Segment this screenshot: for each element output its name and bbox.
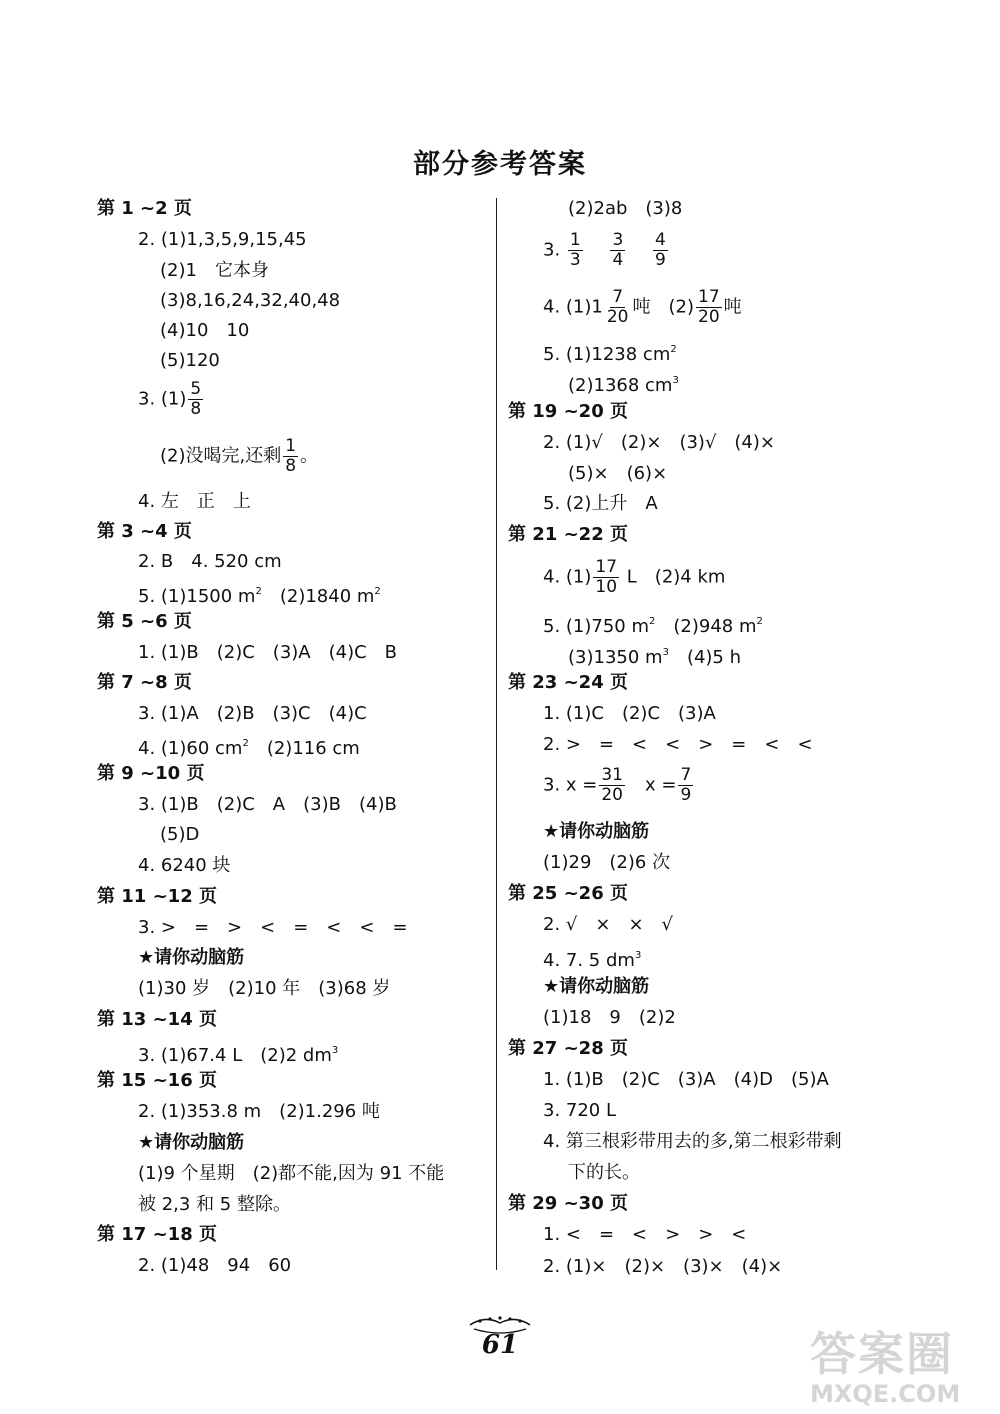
fraction	[610, 231, 625, 270]
section-heading: 第 29 ~30 页	[508, 1193, 628, 1214]
section-heading: 第 25 ~26 页	[508, 883, 628, 904]
answer-text: 5. (1)1500 m	[138, 586, 256, 607]
answer-line: 4. 左 正 上	[138, 491, 251, 512]
section-heading: 第 1 ~2 页	[97, 198, 192, 219]
fraction-numerator: 3	[612, 230, 624, 250]
fraction-numerator: 17	[595, 557, 618, 577]
section-heading: 第 19 ~20 页	[508, 401, 628, 422]
answer-text: 吨	[723, 296, 742, 318]
answer-line: 2. (1)353.8 m (2)1.296 吨	[138, 1101, 380, 1122]
section-heading: 第 21 ~22 页	[508, 524, 628, 545]
answer-line	[138, 733, 360, 760]
superscript: 3	[672, 375, 679, 386]
fraction-numerator: 17	[698, 287, 720, 307]
section-heading: 第 23 ~24 页	[508, 672, 628, 693]
answer-line: 4. 6240 块	[138, 855, 231, 876]
watermark-url: MXQE.COM	[810, 1380, 961, 1408]
answer-line	[138, 581, 381, 608]
fraction-numerator: 1	[569, 230, 581, 250]
section-heading: 第 3 ~4 页	[97, 521, 192, 542]
answer-line: (1)29 (2)6 次	[543, 852, 671, 873]
answer-line: 1. (1)B (2)C (3)A (4)C B	[138, 642, 398, 663]
fraction-numerator: 1	[285, 436, 297, 456]
fraction-numerator: 5	[190, 379, 202, 399]
fraction-denominator: 9	[655, 250, 666, 270]
superscript: 2	[649, 616, 656, 627]
answer-line: 4. 第三根彩带用去的多,第二根彩带剩	[543, 1131, 842, 1152]
answer-line: 2. (1)1,3,5,9,15,45	[138, 229, 307, 250]
answer-line: 2. > = < < > = < <	[543, 734, 813, 755]
fraction-denominator: 20	[601, 785, 623, 805]
answer-line	[543, 766, 695, 805]
answer-line: 被 2,3 和 5 整除。	[138, 1194, 291, 1215]
answer-line: (5)D	[160, 824, 200, 845]
answer-line: (1)30 岁 (2)10 年 (3)68 岁	[138, 978, 391, 999]
section-heading: 第 9 ~10 页	[97, 763, 205, 784]
section-heading: 第 5 ~6 页	[97, 611, 192, 632]
fraction-numerator: 31	[601, 765, 623, 785]
page-title: 部分参考答案	[413, 149, 587, 180]
answer-line	[138, 1040, 338, 1067]
fraction-denominator: 9	[680, 785, 692, 805]
answer-line: 3. (1)A (2)B (3)C (4)C	[138, 703, 367, 724]
answer-line	[160, 437, 318, 476]
fraction	[593, 558, 619, 597]
puzzle-heading: ★请你动脑筋	[138, 1132, 245, 1153]
fraction-numerator: 4	[655, 230, 666, 250]
answer-text: 4. (1)60 cm	[138, 738, 243, 759]
answer-line: 1. < = < > > <	[543, 1224, 747, 1245]
fraction-denominator: 20	[698, 307, 720, 327]
section-heading: 第 27 ~28 页	[508, 1038, 628, 1059]
answer-text: 吨 (2)	[632, 296, 694, 318]
fraction-denominator: 3	[569, 250, 581, 270]
superscript: 3	[331, 1045, 339, 1056]
answer-line: (5)120	[160, 350, 220, 371]
answer-line: 2. B 4. 520 cm	[138, 551, 282, 572]
answer-line	[138, 380, 205, 419]
column-divider	[496, 198, 497, 1270]
answer-line	[543, 231, 670, 270]
puzzle-heading: ★请你动脑筋	[138, 947, 245, 968]
superscript: 2	[374, 586, 381, 597]
fraction-denominator: 10	[595, 577, 618, 597]
fraction	[283, 437, 298, 476]
answer-line	[543, 611, 763, 638]
answer-line: 下的长。	[568, 1162, 640, 1183]
answer-text: (3)1350 m	[568, 647, 663, 668]
answer-line	[543, 339, 677, 366]
answer-text: 3. (1)	[138, 388, 187, 410]
section-heading: 第 11 ~12 页	[97, 886, 217, 907]
fraction	[599, 766, 625, 805]
answer-line: 2. (1)× (2)× (3)× (4)×	[543, 1256, 783, 1277]
answer-line: (2)1 它本身	[160, 260, 269, 281]
answer-line: (5)× (6)×	[568, 463, 668, 484]
fraction	[568, 231, 583, 270]
answer-line: 3. > = > < = < < =	[138, 917, 408, 938]
answer-line	[543, 288, 742, 327]
fraction	[653, 231, 668, 270]
answer-text: 5. (1)750 m	[543, 616, 650, 637]
answer-text: 。	[300, 445, 319, 467]
answer-text: x =	[645, 774, 677, 796]
superscript: 2	[242, 738, 249, 749]
answer-line: (1)18 9 (2)2	[543, 1007, 676, 1028]
answer-line: (3)8,16,24,32,40,48	[160, 290, 341, 311]
answer-line	[543, 945, 641, 972]
answer-line	[568, 642, 741, 669]
superscript: 3	[662, 647, 669, 658]
watermark	[810, 1318, 996, 1410]
fraction-denominator: 8	[190, 399, 202, 419]
answer-text: 4. (1)1	[543, 296, 603, 318]
fraction-numerator: 7	[612, 287, 624, 307]
superscript: 2	[756, 616, 763, 627]
answer-line: (2)2ab (3)8	[568, 198, 683, 219]
fraction-denominator: 4	[612, 250, 624, 270]
fraction-denominator: 8	[285, 456, 297, 476]
answer-text: (4)5 h	[686, 647, 742, 668]
answer-text: (2)1368 cm	[568, 375, 673, 396]
answer-line	[543, 558, 725, 597]
answer-line: 2. (1)√ (2)× (3)√ (4)×	[543, 432, 775, 453]
answer-text: (2)116 cm	[266, 738, 360, 759]
answer-line: 2. √ × × √	[543, 914, 673, 935]
superscript: 3	[634, 950, 642, 961]
answer-text: (2)没喝完,还剩	[160, 445, 282, 467]
answer-text: (2)1840 m	[279, 586, 375, 607]
answer-text: 5. (1)1238 cm	[543, 344, 671, 365]
fraction	[605, 288, 631, 327]
section-heading: 第 7 ~8 页	[97, 672, 192, 693]
page-number: 61	[481, 1330, 519, 1360]
fraction	[188, 380, 203, 419]
answer-line: (1)9 个星期 (2)都不能,因为 91 不能	[138, 1163, 445, 1184]
fraction-denominator: 20	[606, 307, 629, 327]
answer-text: 4. (1)	[543, 566, 592, 588]
fraction	[696, 288, 722, 327]
answer-text: (2)948 m	[673, 616, 757, 637]
section-heading: 第 13 ~14 页	[97, 1009, 217, 1030]
answer-line: (4)10 10	[160, 320, 250, 341]
answer-line: 1. (1)C (2)C (3)A	[543, 703, 716, 724]
answer-text: 4. 7. 5 dm	[543, 950, 635, 971]
puzzle-heading: ★请你动脑筋	[543, 976, 650, 997]
answer-text: L (2)4 km	[626, 566, 726, 588]
answer-text: 3.	[543, 239, 561, 261]
fraction-numerator: 7	[680, 765, 692, 785]
answer-line: 2. (1)48 94 60	[138, 1255, 292, 1276]
superscript: 2	[255, 586, 262, 597]
superscript: 2	[670, 344, 677, 355]
watermark-title: 答案圈	[810, 1327, 954, 1381]
fraction	[678, 766, 693, 805]
section-heading: 第 15 ~16 页	[97, 1070, 217, 1091]
answer-line: 5. (2)上升 A	[543, 493, 658, 514]
answer-line	[568, 370, 679, 397]
section-heading: 第 17 ~18 页	[97, 1224, 217, 1245]
answer-text: 3. x =	[543, 774, 598, 796]
answer-line: 3. 720 L	[543, 1100, 617, 1121]
answer-line: 1. (1)B (2)C (3)A (4)D (5)A	[543, 1069, 829, 1090]
puzzle-heading: ★请你动脑筋	[543, 821, 650, 842]
answer-line: 3. (1)B (2)C A (3)B (4)B	[138, 794, 397, 815]
answer-text: 3. (1)67.4 L (2)2 dm	[138, 1045, 332, 1066]
